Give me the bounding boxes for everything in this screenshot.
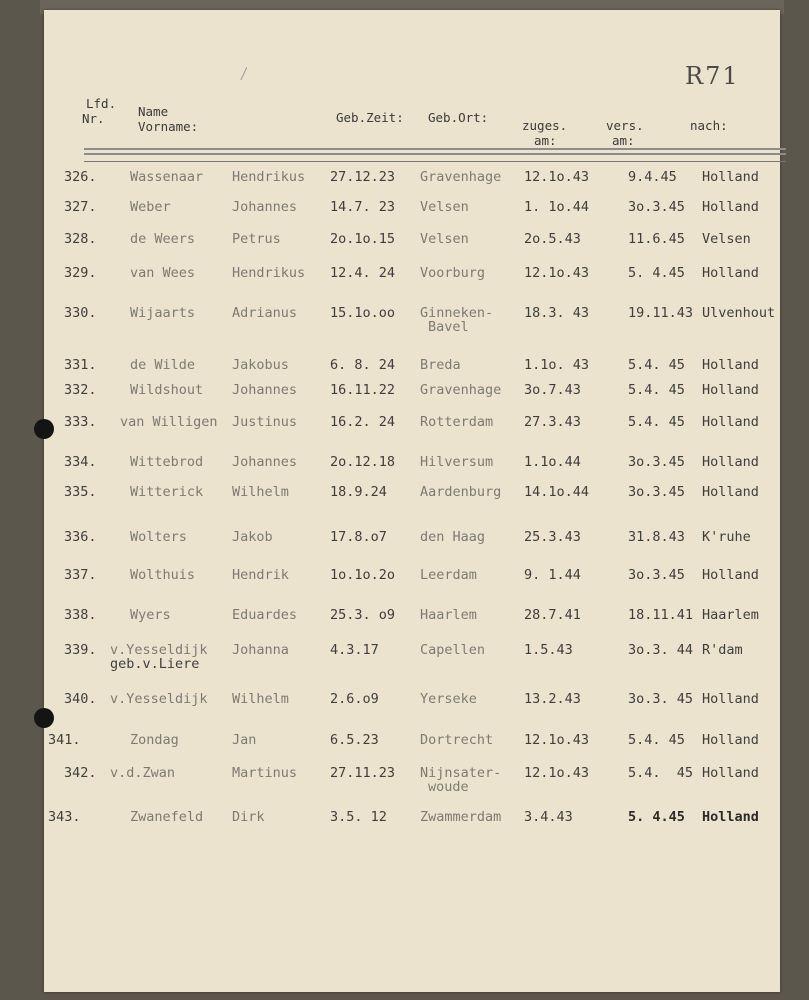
cell-vers: 3o.3.45 [628,567,685,583]
cell-geb-zeit: 6. 8. 24 [330,357,396,373]
cell-nach: Holland [702,691,759,707]
cell-name: Weber [130,199,171,215]
cell-name: Wolthuis [130,567,196,583]
cell-nach: Holland [702,732,759,748]
cell-nach: Holland [702,809,759,825]
cell-geb-ort-line2: Bavel [428,319,469,335]
table-row [0,383,809,413]
cell-vers: 5. 4.45 [628,809,685,825]
cell-geb-ort: Capellen [420,642,486,658]
header-zuges: zuges. [522,118,568,133]
cell-nr: 339. [64,642,97,658]
cell-nach: R'dam [702,642,743,658]
header-vorname: Vorname: [138,119,199,134]
cell-geb-zeit: 2o.1o.15 [330,231,396,247]
table-row [0,415,809,445]
table-row [0,692,809,722]
cell-geb-ort: Breda [420,357,461,373]
cell-zuges: 12.1o.43 [524,765,590,781]
cell-nr: 328. [64,231,97,247]
cell-vorname: Jakobus [232,357,289,373]
cell-name-line2: geb.v.Liere [110,656,200,672]
cell-geb-ort: Nijnsater- [420,765,502,781]
cell-name: Wolters [130,529,187,545]
table-row [0,643,809,673]
cell-geb-ort: Dortrecht [420,732,494,748]
cell-vorname: Jan [232,732,257,748]
cell-zuges: 14.1o.44 [524,484,590,500]
cell-name: v.d.Zwan [110,765,176,781]
cell-vers: 5.4. 45 [628,357,685,373]
cell-geb-zeit: 18.9.24 [330,484,387,500]
table-row [0,810,809,840]
table-row [0,455,809,485]
cell-name: Wyers [130,607,171,623]
cell-nr: 341. [48,732,81,748]
cell-zuges: 12.1o.43 [524,732,590,748]
cell-geb-ort: Haarlem [420,607,477,623]
cell-geb-zeit: 25.3. o9 [330,607,396,623]
header-nach: nach: [690,118,728,133]
header-name: Name [138,104,169,119]
cell-geb-zeit: 2o.12.18 [330,454,396,470]
cell-nach: Holland [702,199,759,215]
punch-hole [34,419,54,439]
header-lfd: Lfd. [86,96,117,111]
cell-vers: 5.4. 45 [628,732,685,748]
cell-nach: Holland [702,454,759,470]
cell-nach: Velsen [702,231,751,247]
table-row [0,306,809,336]
cell-geb-zeit: 4.3.17 [330,642,379,658]
cell-name: van Wees [130,265,196,281]
cell-name: Wildshout [130,382,204,398]
cell-nach: Holland [702,265,759,281]
cell-zuges: 25.3.43 [524,529,581,545]
cell-vorname: Hendrik [232,567,289,583]
cell-zuges: 1.5.43 [524,642,573,658]
cell-geb-zeit: 27.12.23 [330,169,396,185]
handwritten-annotation: R71 [685,62,740,90]
cell-vers: 3o.3.45 [628,484,685,500]
cell-nr: 340. [64,691,97,707]
header-rule [84,153,786,155]
cell-zuges: 1.1o. 43 [524,357,590,373]
cell-nach: Holland [702,382,759,398]
header-vers-am: am: [612,133,635,148]
cell-vers: 19.11.43 [628,305,694,321]
cell-zuges: 9. 1.44 [524,567,581,583]
cell-nach: Holland [702,567,759,583]
header-rule [84,161,786,162]
cell-vorname: Jakob [232,529,273,545]
cell-geb-zeit: 2.6.o9 [330,691,379,707]
cell-nr: 335. [64,484,97,500]
cell-geb-zeit: 6.5.23 [330,732,379,748]
cell-name: Witterick [130,484,204,500]
cell-geb-zeit: 15.1o.oo [330,305,396,321]
cell-vers: 3o.3.45 [628,454,685,470]
cell-name: Wassenaar [130,169,204,185]
cell-geb-ort-line2: woude [428,779,469,795]
cell-vers: 5. 4.45 [628,265,685,281]
table-row [0,485,809,515]
cell-vorname: Johannes [232,382,298,398]
table-row [0,733,809,763]
table-row [0,266,809,296]
cell-geb-zeit: 14.7. 23 [330,199,396,215]
cell-geb-ort: den Haag [420,529,486,545]
cell-geb-ort: Leerdam [420,567,477,583]
cell-nr: 334. [64,454,97,470]
cell-zuges: 3.4.43 [524,809,573,825]
cell-geb-ort: Hilversum [420,454,494,470]
cell-name: v.Yesseldijk [110,691,208,707]
cell-zuges: 3o.7.43 [524,382,581,398]
table-row [0,608,809,638]
cell-geb-ort: Ginneken- [420,305,494,321]
cell-geb-zeit: 27.11.23 [330,765,396,781]
cell-geb-ort: Rotterdam [420,414,494,430]
cell-vers: 5.4. 45 [628,414,685,430]
cell-nach: K'ruhe [702,529,751,545]
table-row [0,200,809,230]
cell-name: v.Yesseldijk [110,642,208,658]
cell-nach: Holland [702,169,759,185]
cell-name: van Willigen [120,414,218,430]
header-geb-zeit: Geb.Zeit: [336,110,404,125]
cell-name: Zondag [130,732,179,748]
cell-nr: 336. [64,529,97,545]
cell-vers: 9.4.45 [628,169,677,185]
cell-nr: 329. [64,265,97,281]
cell-nr: 333. [64,414,97,430]
cell-zuges: 1. 1o.44 [524,199,590,215]
cell-vorname: Johannes [232,454,298,470]
cell-nach: Ulvenhout [702,305,776,321]
cell-vers: 5.4. 45 [628,382,685,398]
cell-name: Wittebrod [130,454,204,470]
cell-nr: 326. [64,169,97,185]
cell-zuges: 27.3.43 [524,414,581,430]
cell-zuges: 13.2.43 [524,691,581,707]
cell-vorname: Wilhelm [232,484,289,500]
table-row [0,232,809,262]
cell-vorname: Hendrikus [232,265,306,281]
cell-vorname: Eduardes [232,607,298,623]
cell-geb-ort: Velsen [420,231,469,247]
cell-vers: 5.4. 45 [628,765,694,781]
cell-vers: 3o.3. 44 [628,642,694,658]
cell-nr: 338. [64,607,97,623]
header-rule [84,148,786,150]
cell-zuges: 2o.5.43 [524,231,581,247]
cell-vorname: Petrus [232,231,281,247]
cell-nr: 330. [64,305,97,321]
cell-vorname: Dirk [232,809,265,825]
cell-vorname: Hendrikus [232,169,306,185]
cell-vers: 3o.3. 45 [628,691,694,707]
cell-geb-ort: Zwammerdam [420,809,502,825]
cell-zuges: 18.3. 43 [524,305,590,321]
cell-geb-zeit: 1o.1o.2o [330,567,396,583]
cell-zuges: 12.1o.43 [524,169,590,185]
cell-name: Zwanefeld [130,809,204,825]
header-vers: vers. [606,118,644,133]
cell-vorname: Johannes [232,199,298,215]
cell-nach: Holland [702,357,759,373]
cell-vorname: Wilhelm [232,691,289,707]
cell-nr: 332. [64,382,97,398]
punch-hole [34,708,54,728]
cell-name: de Wilde [130,357,196,373]
cell-vers: 18.11.41 [628,607,694,623]
cell-name: Wijaarts [130,305,196,321]
cell-nach: Holland [702,414,759,430]
header-zuges-am: am: [534,133,557,148]
table-row [0,766,809,796]
cell-geb-zeit: 16.11.22 [330,382,396,398]
cell-geb-ort: Yerseke [420,691,477,707]
cell-geb-zeit: 16.2. 24 [330,414,396,430]
cell-nr: 331. [64,357,97,373]
cell-nach: Haarlem [702,607,759,623]
cell-zuges: 28.7.41 [524,607,581,623]
table-row [0,530,809,560]
header-geb-ort: Geb.Ort: [428,110,489,125]
cell-geb-ort: Gravenhage [420,169,502,185]
cell-vorname: Adrianus [232,305,298,321]
cell-vorname: Martinus [232,765,298,781]
cell-nr: 337. [64,567,97,583]
cell-vorname: Justinus [232,414,298,430]
cell-vers: 31.8.43 [628,529,685,545]
table-row [0,170,809,200]
cell-geb-ort: Velsen [420,199,469,215]
cell-name: de Weers [130,231,196,247]
cell-vorname: Johanna [232,642,289,658]
cell-geb-ort: Gravenhage [420,382,502,398]
cell-geb-zeit: 17.8.o7 [330,529,387,545]
header-nr: Nr. [82,111,105,126]
cell-geb-ort: Aardenburg [420,484,502,500]
cell-geb-zeit: 3.5. 12 [330,809,387,825]
cell-vers: 3o.3.45 [628,199,685,215]
cell-geb-zeit: 12.4. 24 [330,265,396,281]
cell-nr: 342. [64,765,97,781]
cell-nr: 327. [64,199,97,215]
cell-nach: Holland [702,765,759,781]
cell-nr: 343. [48,809,81,825]
cell-zuges: 12.1o.43 [524,265,590,281]
cell-vers: 11.6.45 [628,231,685,247]
table-row [0,568,809,598]
cell-geb-ort: Voorburg [420,265,486,281]
cell-nach: Holland [702,484,759,500]
cell-zuges: 1.1o.44 [524,454,581,470]
